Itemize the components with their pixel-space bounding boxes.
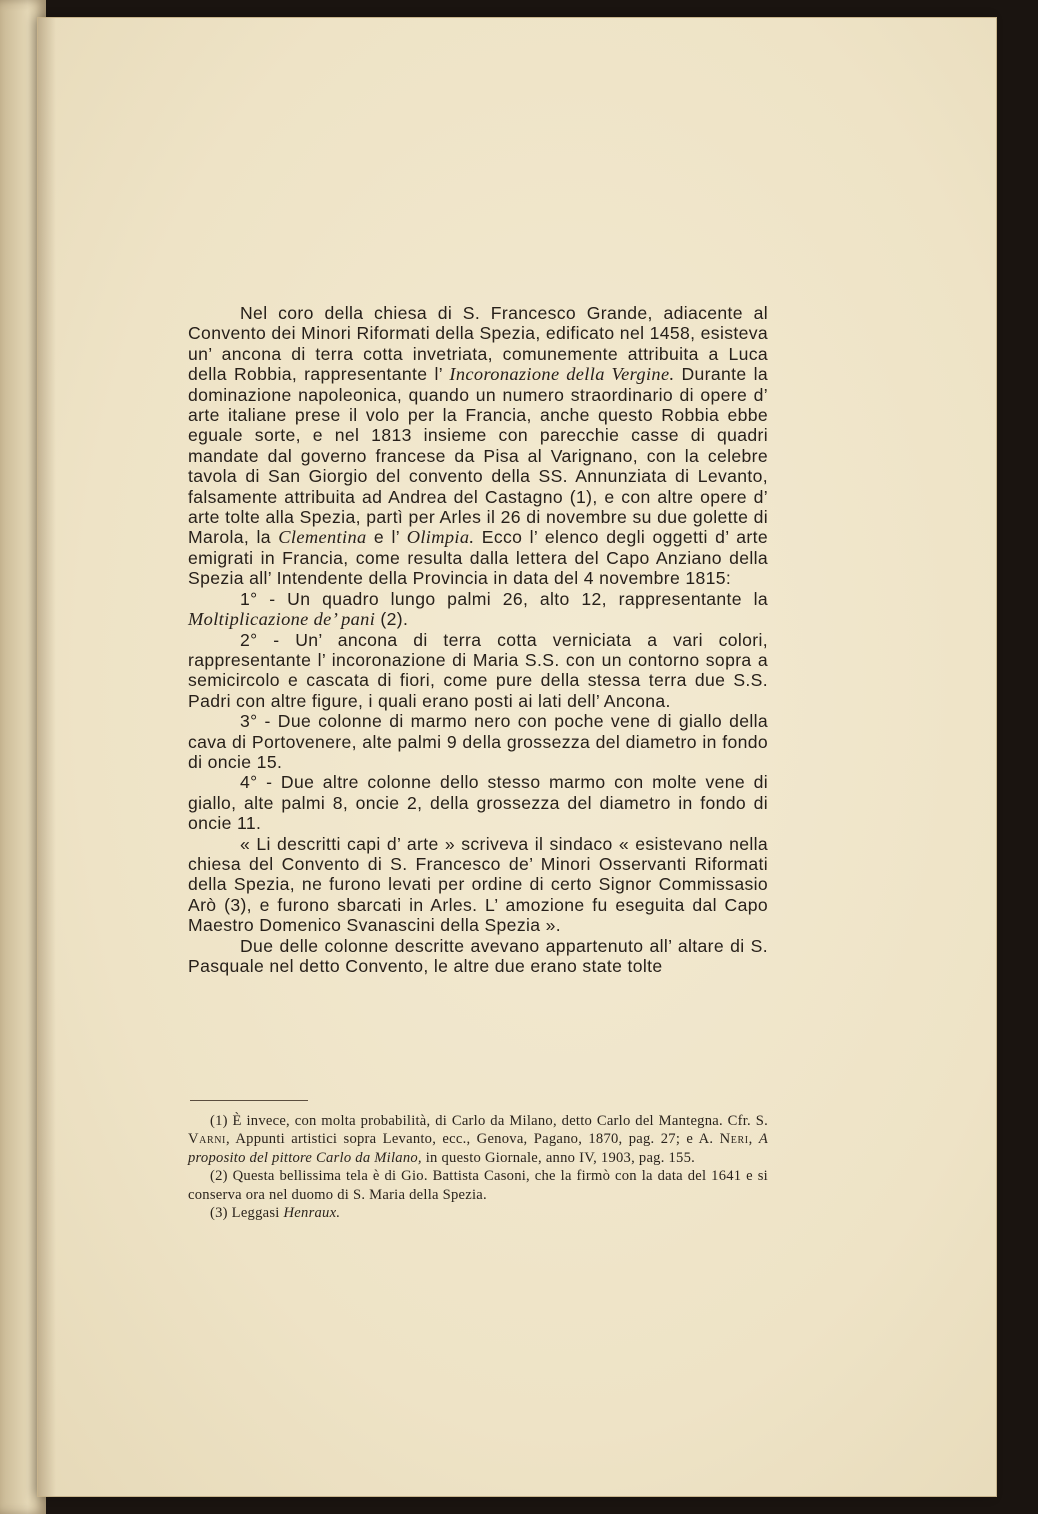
footnote-2: (2) Questa bellissima tela è di Gio. Battista Casoni, che la firmò con la data del 1641 e si conserva ora nel duomo di S. Maria della Spezia. — [188, 1168, 768, 1203]
list-item: 1° - Un quadro lungo palmi 26, alto 12, rappresentante la Moltiplicazione de’ pani (2). — [188, 588, 768, 630]
paragraph-intro: Nel coro della chiesa di S. Francesco Grande, adiacente al Convento dei Minori Riformati della Spezia, edificato nel 1458, esisteva un’ ancona di terra cotta invetriata, comunemente attribuita a Luca della Robbia, rappresentante l’ Incoronazione della Vergine. Durante la dominazione napoleonica, quando un numero straordinario di opere d’ arte italiane prese il volo per la Francia, anche questo Robbia ebbe eguale sorte, e nel 1813 insieme con parecchie casse di quadri mandate dal governo francese da Pisa al Varignano, con la celebre tavola di San Giorgio del convento della SS. Annunziata di Levanto, falsamente attribuita ad Andrea del Castagno (1), e con altre opere d’ arte tolte alla Spezia, partì per Arles il 26 di novembre su due golette di Marola, la Clementina e l’ Olimpia. Ecco l’ elenco degli oggetti d’ arte emigrati in Francia, come resulta dalla lettera del Capo Anziano della Spezia all’ Intendente della Provincia in data del 4 novembre 1815: — [188, 303, 768, 589]
list-item: 4° - Due altre colonne dello stesso marmo con molte vene di giallo, alte palmi 8, oncie 2, della grossezza del diametro in fondo di oncie 11. — [188, 772, 768, 834]
paragraph-continued: Due delle colonne descritte avevano appartenuto all’ altare di S. Pasquale nel detto Convento, le altre due erano state tolte — [188, 935, 768, 976]
footnote-3: (3) Leggasi Henraux. — [210, 1205, 341, 1222]
main-text — [188, 303, 768, 976]
list-item: 3° - Due colonne di marmo nero con poche vene di giallo della cava di Portovenere, alte palmi 9 della grossezza del diametro in fondo di oncie 15. — [188, 711, 768, 772]
footnote-1: (1) È invece, con molta probabilità, di Carlo da Milano, detto Carlo del Mantegna. Cfr. S. Varni, Appunti artistici sopra Levanto, ecc., Genova, Pagano, 1870, pag. 27; e A. Neri, A proposito del pittore Carlo da Milano, in questo Giornale, anno IV, 1903, pag. 155. — [188, 1113, 769, 1166]
book-page — [38, 18, 996, 1496]
footnotes — [188, 1112, 768, 1222]
artwork-title: Incoronazione della Vergine. — [449, 364, 675, 385]
ship-name: Olimpia. — [406, 527, 475, 548]
footnote-divider — [190, 1100, 308, 1101]
ship-name: Clementina — [278, 527, 367, 548]
paragraph-quote: « Li descritti capi d’ arte » scriveva il sindaco « esistevano nella chiesa del Convento di S. Francesco de’ Minori Osservanti Riformati della Spezia, ne furono levati per ordine di certo Signor Commissasio Arò (3), e furono sbarcati in Arles. L’ amozione fu eseguita dal Capo Maestro Domenico Svanascini della Spezia ». — [188, 833, 768, 936]
list-item: 2° - Un’ ancona di terra cotta verniciata a vari colori, rappresentante l’ incoronazione di Maria S.S. con un contorno sopra a semicircolo e cascata di fiori, come pure della stessa terra due S.S. Padri con altre figure, i quali erano posti ai lati dell’ Ancona. — [188, 629, 768, 711]
painting-title: Moltiplicazione de’ pani — [188, 609, 376, 630]
